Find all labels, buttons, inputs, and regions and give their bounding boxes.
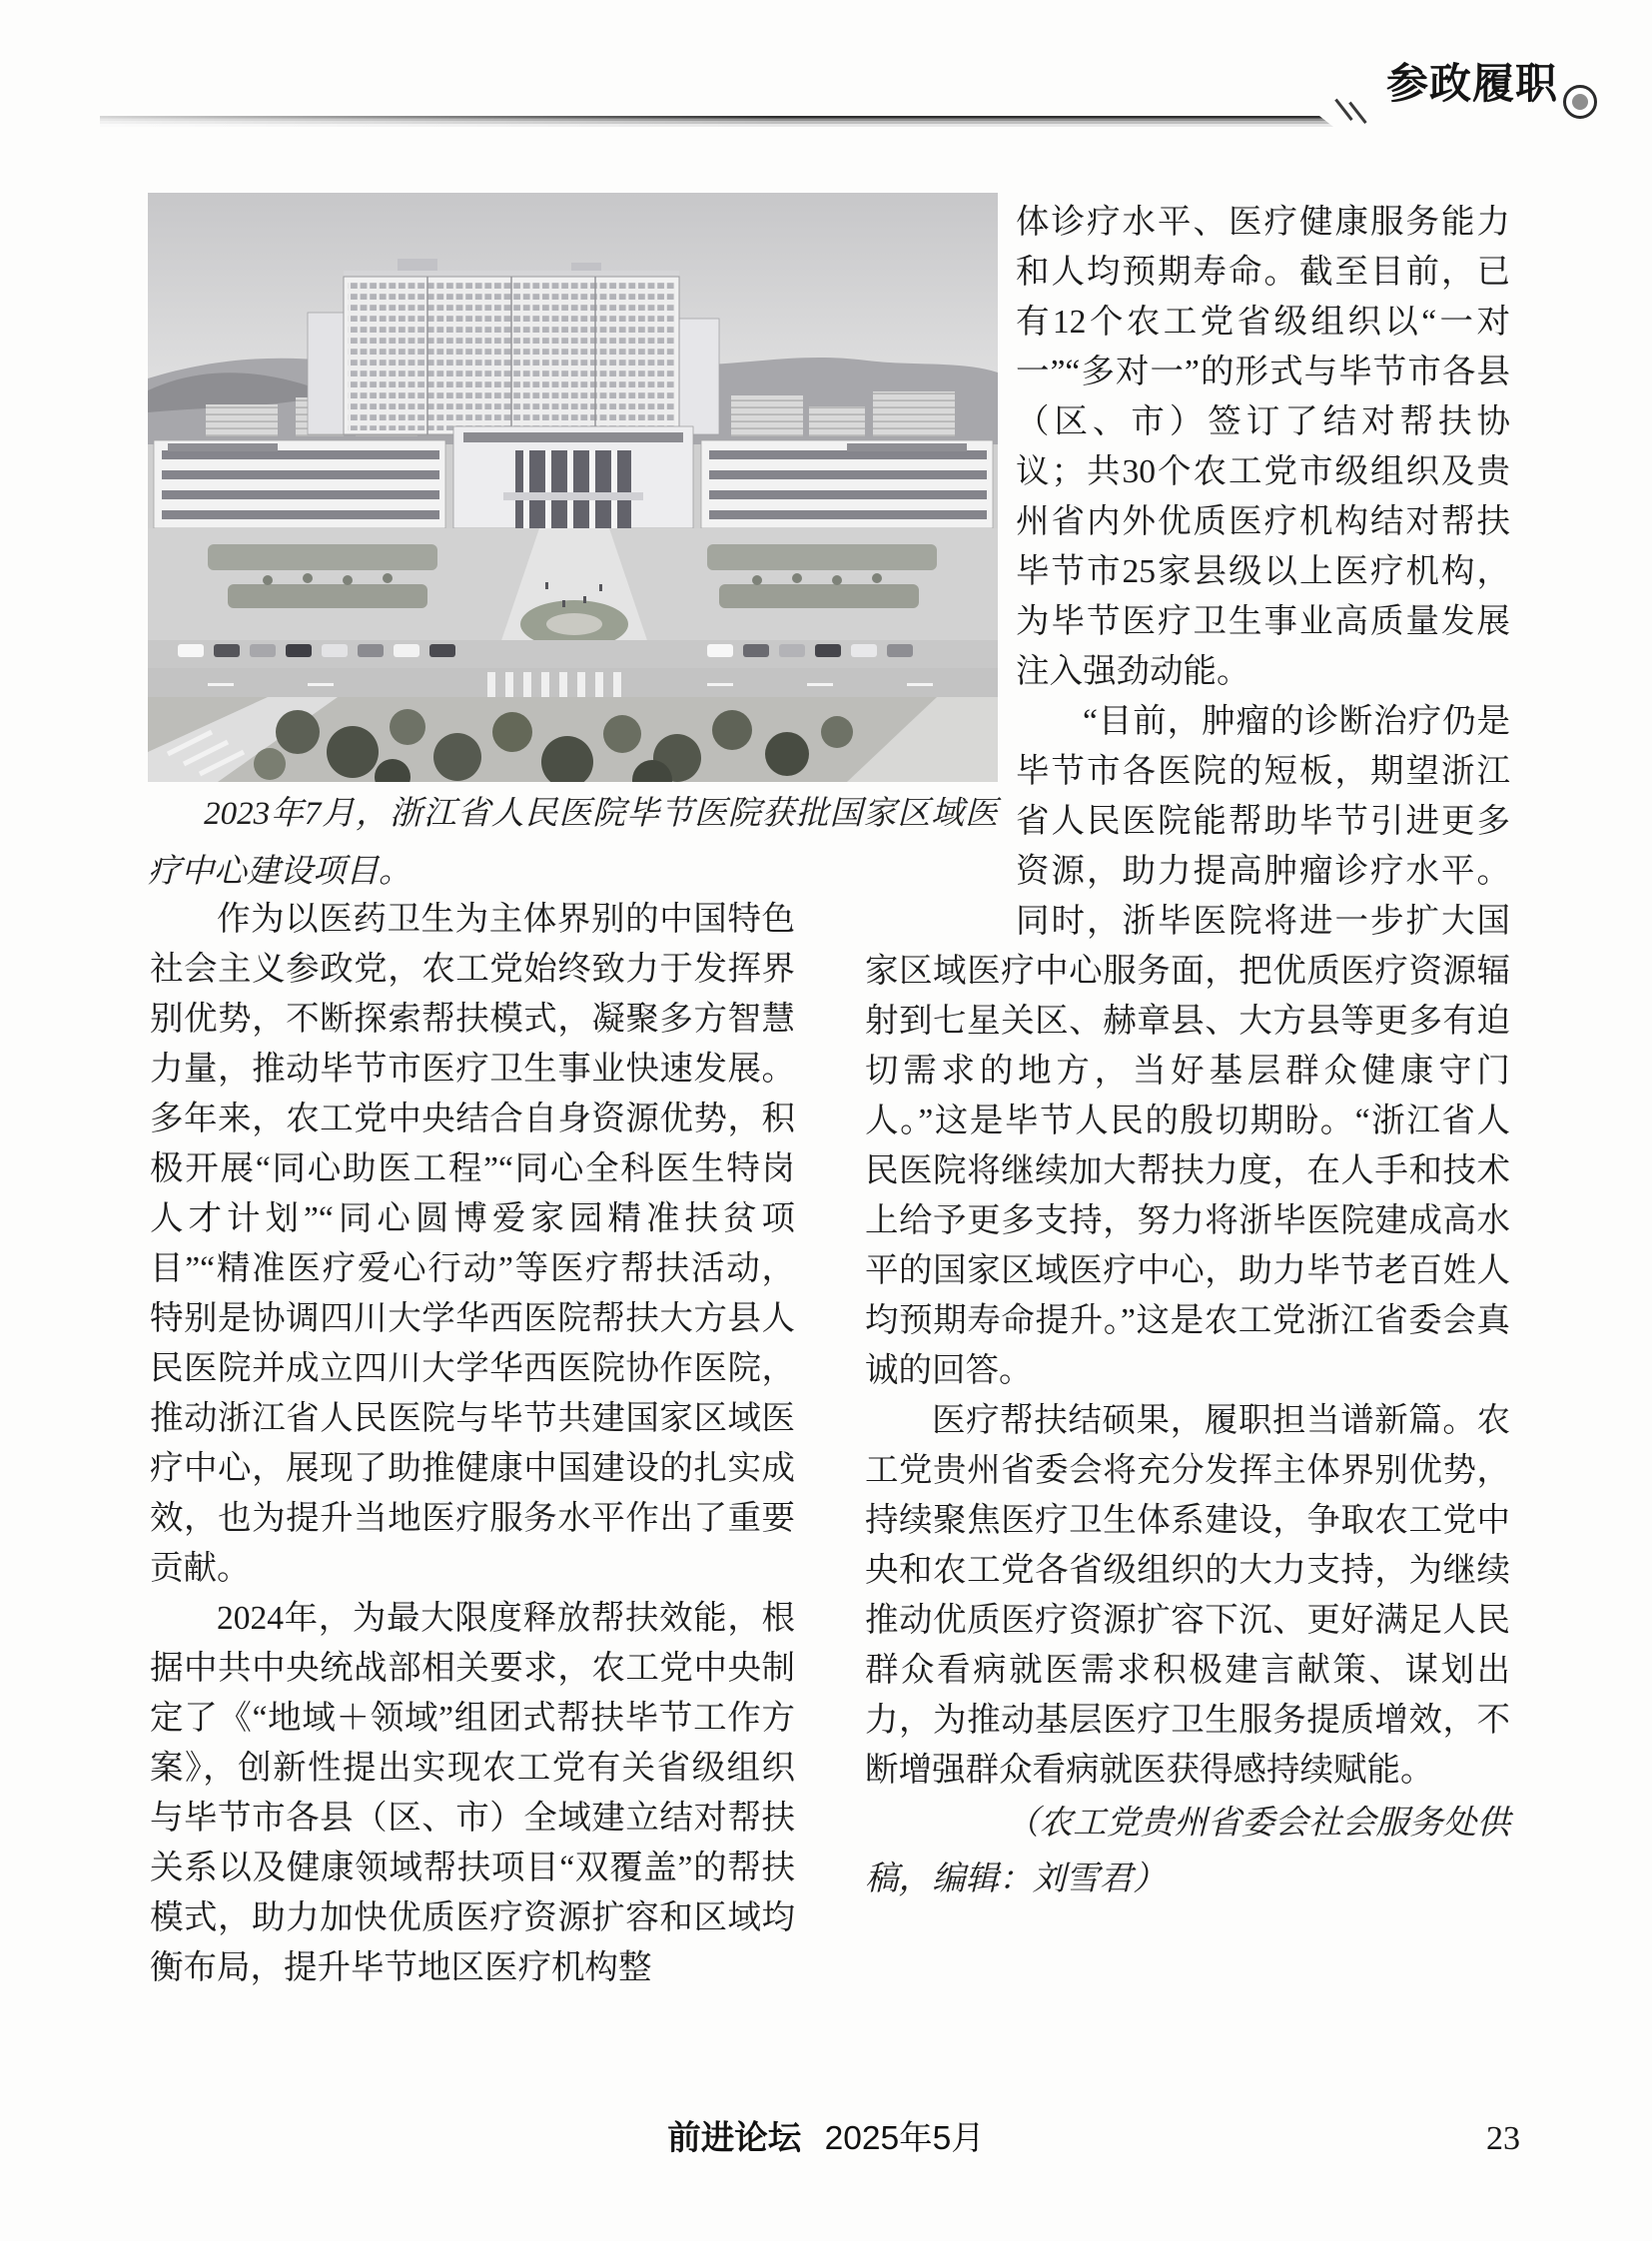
left-column	[150, 895, 795, 1993]
photo-caption: 2023年7月，浙江省人民医院毕节医院获批国家区域医疗中心建设项目。	[148, 796, 998, 890]
body-paragraph: 作为以医药卫生为主体界别的中国特色社会主义参政党，农工党始终致力于发挥界别优势，不断探索帮扶模式，凝聚多方智慧力量，推动毕节市医疗卫生事业快速发展。多年来，农工党中央结合自身资源优势，积极开展“同心助医工程”“同心全科医生特岗人才计划”“同心圆博爱家园精准扶贫项目”“精准医疗爱心行动”等医疗帮扶活动，特别是协调四川大学华西医院帮扶大方县人民医院并成立四川大学华西医院协作医院，推动浙江省人民医院与毕节共建国家区域医疗中心，展现了助推健康中国建设的扎实成效，也为提升当地医疗服务水平作出了重要贡献。	[150, 901, 795, 1587]
right-column	[865, 198, 1510, 1907]
section-bullet-icon	[1563, 85, 1597, 119]
page-footer	[0, 2115, 1652, 2163]
body-paragraph: “目前，肿瘤的诊断治疗仍是毕节市各医院的短板，期望浙江省人民医院能帮助毕节引进更多资源，助力提高肿瘤诊疗水平。同时，浙毕医院将进一步扩大国家区域医疗中心服务面，把优质医疗资源辐射到七星关区、赫章县、大方县等更多有迫切需求的地方，当好基层群众健康守门人。”这是毕节人民的殷切期盼。“浙江省人民医院将继续加大帮扶力度，在人手和技术上给予更多支持，努力将浙毕医院建成高水平的国家区域医疗中心，助力毕节老百姓人均预期寿命提升。”这是农工党浙江省委会真诚的回答。	[865, 703, 1510, 1389]
header-rule	[100, 116, 1333, 127]
body-paragraph: 医疗帮扶结硕果，履职担当谱新篇。农工党贵州省委会将充分发挥主体界别优势，持续聚焦医疗卫生体系建设，争取农工党中央和农工党各省级组织的大力支持，为继续推动优质医疗资源扩容下沉、更好满足人民群众看病就医需求积极建言献策、谋划出力，为推动基层医疗卫生服务提质增效，不断增强群众看病就医获得感持续赋能。	[865, 1402, 1510, 1789]
issue-date: 2025年5月	[824, 2120, 985, 2157]
article-credit: （农工党贵州省委会社会服务处供稿，编辑：刘雪君）	[865, 1805, 1510, 1897]
body-paragraph: 2024年，为最大限度释放帮扶效能，根据中共中央统战部相关要求，农工党中央制定了《“地域＋领域”组团式帮扶毕节工作方案》，创新性提出实现农工党有关省级组织与毕节市各县（区、市）全域建立结对帮扶关系以及健康领域帮扶项目“双覆盖”的帮扶模式，助力加快优质医疗资源扩容和区域均衡布局，提升毕节地区医疗机构整	[150, 1600, 795, 1986]
body-paragraph: 体诊疗水平、医疗健康服务能力和人均预期寿命。截至目前，已有12个农工党省级组织以“一对一”“多对一”的形式与毕节市各县（区、市）签订了结对帮扶协议；共30个农工党市级组织及贵州省内外优质医疗机构结对帮扶毕节市25家县级以上医疗机构，为毕节医疗卫生事业高质量发展注入强劲动能。	[1016, 204, 1510, 690]
journal-name: 前进论坛	[667, 2120, 802, 2157]
photo-wrap-spacer	[865, 198, 1016, 937]
header-rule-tick-icon	[1348, 102, 1366, 124]
page-number: 23	[1486, 2120, 1520, 2157]
section-label: 参政履职	[1386, 60, 1559, 107]
